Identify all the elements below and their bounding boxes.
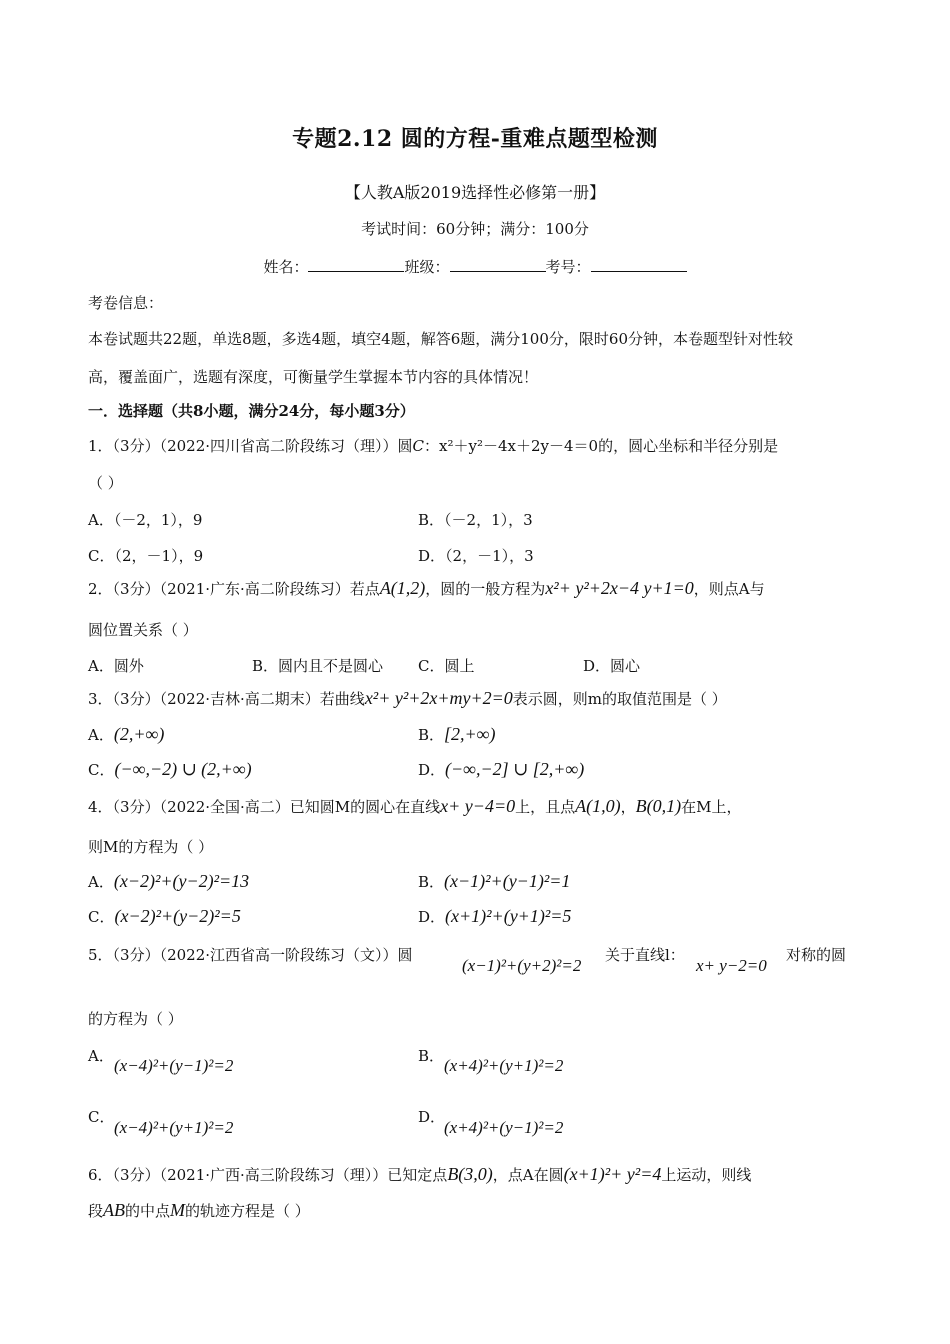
q6-text-c: 上运动，则线 <box>661 1166 752 1184</box>
q4-option-a-label: A． <box>88 873 114 891</box>
q3-option-c-value: (−∞,−2) ∪ (2,+∞) <box>114 759 252 779</box>
question-6-stem <box>88 1164 751 1185</box>
class-label: 班级： <box>404 258 450 276</box>
class-blank <box>450 257 546 272</box>
q1-circle-name: C <box>412 437 425 455</box>
q4-option-b-value: (x−1)²+(y−1)²=1 <box>444 871 571 891</box>
q3-option-d <box>418 759 584 780</box>
q5-line-equation: x+ y−2=0 <box>696 956 767 975</box>
q3-option-b-label: B． <box>418 726 445 744</box>
q4-text-c: 在M上， <box>681 798 742 816</box>
question-6-stem-line-2 <box>88 1200 310 1221</box>
q2-option-c: C．圆上 <box>418 657 475 675</box>
q3-option-b <box>418 724 496 745</box>
q6-midpoint: M <box>170 1200 186 1220</box>
q1-text-a: 1．（3分）（2022·四川省高二阶段练习（理））圆 <box>88 437 413 455</box>
q6-text-d-c: 的轨迹方程是（ ） <box>185 1202 310 1220</box>
info-line-1: 本卷试题共22题，单选8题，多选4题，填空4题，解答6题，满分100分，限时60分钟，本卷题型针对性较 <box>88 330 793 348</box>
q2-text-a: 2．（3分）（2021·广东·高二阶段练习）若点 <box>88 580 380 598</box>
q6-text-d-b: 的中点 <box>125 1202 171 1220</box>
q5-option-a-label: A． <box>88 1047 114 1065</box>
q6-segment: AB <box>103 1200 126 1220</box>
q1-option-d: D．（2，－1），3 <box>418 547 534 565</box>
q4-option-d-label: D． <box>418 908 446 926</box>
q3-text-a: 3．（3分）（2022·吉林·高二期末）若曲线 <box>88 690 365 708</box>
q4-text-d: 则M的方程为（ ） <box>88 838 214 856</box>
name-blank <box>308 257 404 272</box>
edition-line: 【人教A版2019选择性必修第一册】 <box>344 183 606 202</box>
q4-point-b: B(0,1) <box>635 796 682 816</box>
q1-option-b: B．（－2，1），3 <box>418 511 533 529</box>
q3-option-a-label: A． <box>88 726 114 744</box>
exam-no-blank <box>591 257 687 272</box>
info-line-2: 高，覆盖面广，选题有深度，可衡量学生掌握本节内容的具体情况！ <box>88 368 539 386</box>
q5-option-b-label: B． <box>418 1047 445 1065</box>
q4-text-b: 上，且点 <box>515 798 576 816</box>
q2-equation: x²+ y²+2x−4 y+1=0 <box>545 578 694 598</box>
q4-option-d-value: (x+1)²+(y+1)²=5 <box>445 906 572 926</box>
exam-no-label: 考号： <box>545 258 591 276</box>
q4-option-a <box>88 871 249 892</box>
page-title: 专题2.12 圆的方程-重难点题型检测 <box>292 126 658 152</box>
q2-option-d: D．圆心 <box>583 657 641 675</box>
q6-text-d-a: 段 <box>88 1202 104 1220</box>
section-heading: 一．选择题（共8小题，满分24分，每小题3分） <box>88 402 415 420</box>
q6-text-a: 6．（3分）（2021·广西·高三阶段练习（理））已知定点 <box>88 1166 448 1184</box>
student-info-line <box>0 256 950 277</box>
q4-option-d <box>418 906 571 927</box>
q3-text-b: 表示圆，则m的取值范围是（ ） <box>512 690 727 708</box>
q1-paren: （ ） <box>88 474 123 492</box>
q3-option-d-label: D． <box>418 761 446 779</box>
q3-option-a-value: (2,+∞) <box>113 724 165 744</box>
q1-option-a: A．（－2，1），9 <box>88 511 203 529</box>
q1-option-c: C．（2，－1），9 <box>88 547 204 565</box>
question-3-stem <box>88 688 727 709</box>
q5-text-b: 关于直线l： <box>605 946 685 964</box>
q1-text-b: 的，圆心坐标和半径分别是 <box>598 437 779 455</box>
q2-option-b: B．圆内且不是圆心 <box>252 657 384 675</box>
question-2-stem <box>88 578 765 599</box>
q5-option-a-value: (x−4)²+(y−1)²=2 <box>114 1056 234 1075</box>
q6-text-b: ，点A在圆 <box>492 1166 564 1184</box>
q5-option-d-value: (x+4)²+(y−1)²=2 <box>444 1118 564 1137</box>
q4-text-a: 4．（3分）（2022·全国·高二）已知圆M的圆心在直线 <box>88 798 441 816</box>
q4-separator: ， <box>620 798 636 816</box>
q5-option-b-value: (x+4)²+(y+1)²=2 <box>444 1056 564 1075</box>
name-label: 姓名： <box>263 258 309 276</box>
q4-option-b-label: B． <box>418 873 445 891</box>
q3-equation: x²+ y²+2x+my+2=0 <box>364 688 513 708</box>
q4-option-c <box>88 906 241 927</box>
q3-option-c <box>88 759 252 780</box>
q4-option-c-label: C． <box>88 908 115 926</box>
q5-option-d-label: D． <box>418 1108 446 1126</box>
q2-text-b: ，圆的一般方程为 <box>425 580 546 598</box>
q2-point: A(1,2) <box>379 578 426 598</box>
q5-circle-equation: (x−1)²+(y+2)²=2 <box>462 956 582 975</box>
q2-text-d: 圆位置关系（ ） <box>88 621 198 639</box>
question-4-stem <box>88 796 741 817</box>
exam-time-line: 考试时间：60分钟；满分：100分 <box>361 220 589 238</box>
q5-option-c-label: C． <box>88 1108 115 1126</box>
q6-point-b: B(3,0) <box>447 1164 493 1184</box>
q4-option-a-value: (x−2)²+(y−2)²=13 <box>113 871 250 891</box>
q4-option-c-value: (x−2)²+(y−2)²=5 <box>114 906 241 926</box>
q4-line-equation: x+ y−4=0 <box>440 796 516 816</box>
info-heading: 考卷信息： <box>88 294 164 312</box>
q4-option-b <box>418 871 570 892</box>
q5-option-c-value: (x−4)²+(y+1)²=2 <box>114 1118 234 1137</box>
q6-circle-equation: (x+1)²+ y²=4 <box>563 1164 662 1184</box>
q3-option-c-label: C． <box>88 761 115 779</box>
q5-text-a: 5．（3分）（2022·江西省高一阶段练习（文））圆 <box>88 946 413 964</box>
q4-point-a: A(1,0) <box>575 796 621 816</box>
q3-option-d-value: (−∞,−2] ∪ [2,+∞) <box>445 759 585 779</box>
q2-text-c: ，则点A与 <box>693 580 765 598</box>
q5-text-d: 的方程为（ ） <box>88 1010 183 1028</box>
q1-equation: ：x²＋y²－4x＋2y－4＝0 <box>424 437 599 455</box>
q5-text-c: 对称的圆 <box>786 946 847 964</box>
question-1-stem <box>88 435 778 456</box>
q2-option-a: A．圆外 <box>88 657 144 675</box>
q3-option-b-value: [2,+∞) <box>444 724 496 744</box>
q3-option-a <box>88 724 164 745</box>
